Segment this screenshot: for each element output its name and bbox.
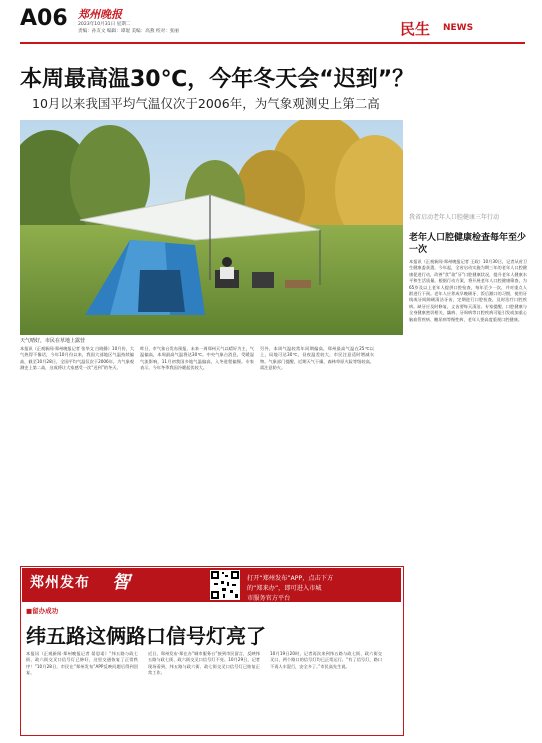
promo-text-line-3: 市服务官方平台 [247, 595, 291, 602]
section-title: 民生 [400, 20, 431, 38]
story2-column-3: 10月19日20时，记者再次来到纬五路与政七街、政六街交叉口，两个路口的信号灯均已正常运行。“有了信号灯，路口不再人车混行，安全多了。”市民高先生说。 [270, 651, 382, 669]
app-logo: 郑州发布 [30, 575, 90, 591]
newspaper-logo: 郑州晚报 [78, 8, 122, 21]
lead-headline: 本周最高温30℃，今年冬天会“迟到”？ [20, 67, 415, 92]
story2-column-1: 本报讯（正观新闻·郑州晚报记者 晏思诺）“纬五路与政七街、政六街交叉口信号灯已修好，这里交通恢复了正常秩序！”10月28日，市民在“郑州发布”APP反映问题后得到回复。 [26, 651, 138, 676]
page-number: A06 [20, 6, 68, 31]
lead-column-2: 昨日，市气象台发布预报，未来一周郑州天气以晴好为主，气温偏高，本周最高气温将达30℃。中央气象台消息，受暖湿气流影响，11月初我国多地气温偏高，入冬进程偏慢。专家表示，今年冬季我国冷暖起伏较大。 [140, 346, 254, 371]
qr-code-icon [210, 570, 240, 600]
story2-kicker: ■留办成功 [26, 607, 59, 615]
story2-headline: 纬五路这俩路口信号灯亮了 [26, 624, 266, 648]
header-divider [20, 42, 525, 44]
issue-date: 2023年10月31日 星期二 [78, 22, 131, 27]
sidebar-kicker: 我省启动老年人口腔健康三年行动 [409, 214, 500, 221]
photo-caption: 天气晴好，市民在草地上露营 [20, 338, 86, 344]
camping-photo-illustration [20, 120, 403, 335]
section-subtitle: NEWS [443, 23, 474, 33]
sidebar-body: 本报讯（正观新闻·郑州晚报记者 王政）10月30日，记者从省卫生健康委获悉，今年起，全省启动实施为期三年的老年人口腔健康促进行动，改善“食”欲“牙”口腔健康状况，提升老年人健康水平和生活质量。根据行动方案，将开展老年人口腔健康筛查，为65岁及以上老年人提供口腔检查，每年至少一次，并对重点人群进行干预。老年人应养成早晚刷牙、饭后漱口的习惯，使用牙线或牙间隙刷清洁牙齿，定期进行口腔检查，及时治疗口腔疾病。缺牙应及时修复，义齿要每天清洁。专家提醒，口腔健康与全身健康密切相关，龋病、牙周病等口腔疾病可能引发或加重心脑血管疾病、糖尿病等慢性病，老年人要高度重视口腔健康。 [409, 259, 527, 322]
lead-photo [20, 120, 403, 335]
sidebar-headline: 老年人口腔健康检查每年至少一次 [409, 233, 527, 255]
editor-credits: 责编：孙友文 编辑：谭琨 美编：高燕 校对：张丽 [78, 29, 179, 34]
promo-text-line-2: 的“郑来办”，即可进入市城 [247, 585, 322, 592]
story2-column-2: 近日，郑州发布·郑在办“城市服务台”接到市民留言，反映纬五路与政七街、政六街交叉口信号灯不亮。10月29日，记者现场看到，纬五路与政六街、政七街交叉口信号灯已恢复正常工作。 [148, 651, 260, 676]
app-logo-mark: 智 [112, 572, 130, 593]
lead-column-3: 另外，本周气温较常年同期偏高，郑州最高气温在25℃以上，局地可达30℃，昼夜温差较大，市民注意适时增减衣物。气象部门提醒，近期天气干燥，森林草原火险等级较高，需注意防火。 [260, 346, 374, 371]
lead-subheadline: 10月以来我国平均气温仅次于2006年，为气象观测史上第二高 [32, 96, 380, 111]
lead-column-1: 本报讯（正观新闻·郑州晚报记者 张华文 白晓静）10月份，大气热得不像话，今年10月份以来，我国大部地区气温持续偏高，截至10月28日，全国平均气温仅次于2006年，为气象观测史上第二高，这或将让大家感受一次“迟到”的冬天。 [20, 346, 134, 371]
promo-text-line-1: 打开“郑州发布”APP，点击下方 [247, 575, 334, 582]
